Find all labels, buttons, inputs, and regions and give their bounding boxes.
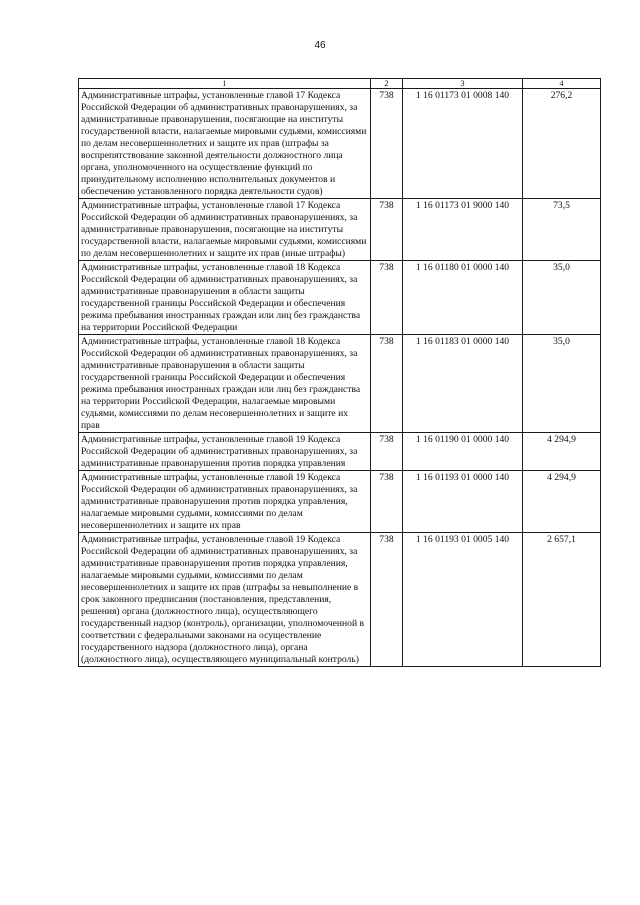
table-row xyxy=(79,471,601,533)
row-description: Административные штрафы, установленные главой 19 Кодекса Российской Федерации об административных правонарушениях, за административные правонарушения против порядка управления xyxy=(79,433,371,471)
row-amount: 35,0 xyxy=(523,335,601,433)
row-amount: 4 294,9 xyxy=(523,471,601,533)
row-description: Административные штрафы, установленные главой 19 Кодекса Российской Федерации об административных правонарушениях, за административные правонарушения против порядка управления, налагаемые мировыми судьями, комиссиями по делам несовершеннолетних и защите их прав (штрафы за невыполнение в срок законного предписания (постановления, представления, решения) органа (должностного лица), осуществляющего государственный надзор (контроль), организации, уполномоченной в соответствии с федеральными законами на осуществление государственного надзора (должностного лица), органа (должностного лица), осуществляющего муниципальный контроль) xyxy=(79,533,371,667)
row-amount: 276,2 xyxy=(523,89,601,199)
page-number: 46 xyxy=(314,40,326,51)
header-col-1: 1 xyxy=(79,79,371,89)
table-header-row xyxy=(79,79,601,89)
row-income-code: 1 16 01173 01 9000 140 xyxy=(403,199,523,261)
header-col-4: 4 xyxy=(523,79,601,89)
row-admin-code: 738 xyxy=(371,433,403,471)
row-description: Административные штрафы, установленные главой 17 Кодекса Российской Федерации об административных правонарушениях, за административные правонарушения, посягающие на институты государственной власти, налагаемые мировыми судьями, комиссиями по делам несовершеннолетних и защите их прав (штрафы за воспрепятствование законной деятельности должностного лица органа, уполномоченного на осуществление функций по принудительному исполнению исполнительных документов и обеспечению установленного порядка деятельности судов) xyxy=(79,89,371,199)
row-description: Административные штрафы, установленные главой 18 Кодекса Российской Федерации об административных правонарушениях, за административные правонарушения в области защиты государственной границы Российской Федерации и обеспечения режима пребывания иностранных граждан или лиц без гражданства на территории Российской Федерации, налагаемые мировыми судьями, комиссиями по делам несовершеннолетних и защите их прав xyxy=(79,335,371,433)
row-income-code: 1 16 01183 01 0000 140 xyxy=(403,335,523,433)
table-row xyxy=(79,261,601,335)
table-row xyxy=(79,199,601,261)
table-row xyxy=(79,433,601,471)
row-admin-code: 738 xyxy=(371,533,403,667)
row-admin-code: 738 xyxy=(371,261,403,335)
header-col-2: 2 xyxy=(371,79,403,89)
table-row xyxy=(79,89,601,199)
row-admin-code: 738 xyxy=(371,471,403,533)
row-income-code: 1 16 01193 01 0005 140 xyxy=(403,533,523,667)
row-income-code: 1 16 01173 01 0008 140 xyxy=(403,89,523,199)
row-amount: 2 657,1 xyxy=(523,533,601,667)
revenue-table xyxy=(78,78,601,667)
row-description: Административные штрафы, установленные главой 17 Кодекса Российской Федерации об административных правонарушениях, за административные правонарушения, посягающие на институты государственной власти, налагаемые мировыми судьями, комиссиями по делам несовершеннолетних и защите их прав (иные штрафы) xyxy=(79,199,371,261)
row-amount: 4 294,9 xyxy=(523,433,601,471)
table-row xyxy=(79,335,601,433)
row-admin-code: 738 xyxy=(371,335,403,433)
row-income-code: 1 16 01193 01 0000 140 xyxy=(403,471,523,533)
row-description: Административные штрафы, установленные главой 18 Кодекса Российской Федерации об административных правонарушениях, за административные правонарушения в области защиты государственной границы Российской Федерации и обеспечения режима пребывания иностранных граждан или лиц без гражданства на территории Российской Федерации xyxy=(79,261,371,335)
header-col-3: 3 xyxy=(403,79,523,89)
row-amount: 73,5 xyxy=(523,199,601,261)
row-income-code: 1 16 01190 01 0000 140 xyxy=(403,433,523,471)
row-admin-code: 738 xyxy=(371,199,403,261)
row-description: Административные штрафы, установленные главой 19 Кодекса Российской Федерации об административных правонарушениях, за административные правонарушения против порядка управления, налагаемые мировыми судьями, комиссиями по делам несовершеннолетних и защите их прав xyxy=(79,471,371,533)
row-income-code: 1 16 01180 01 0000 140 xyxy=(403,261,523,335)
table-row xyxy=(79,533,601,667)
row-admin-code: 738 xyxy=(371,89,403,199)
row-amount: 35,0 xyxy=(523,261,601,335)
